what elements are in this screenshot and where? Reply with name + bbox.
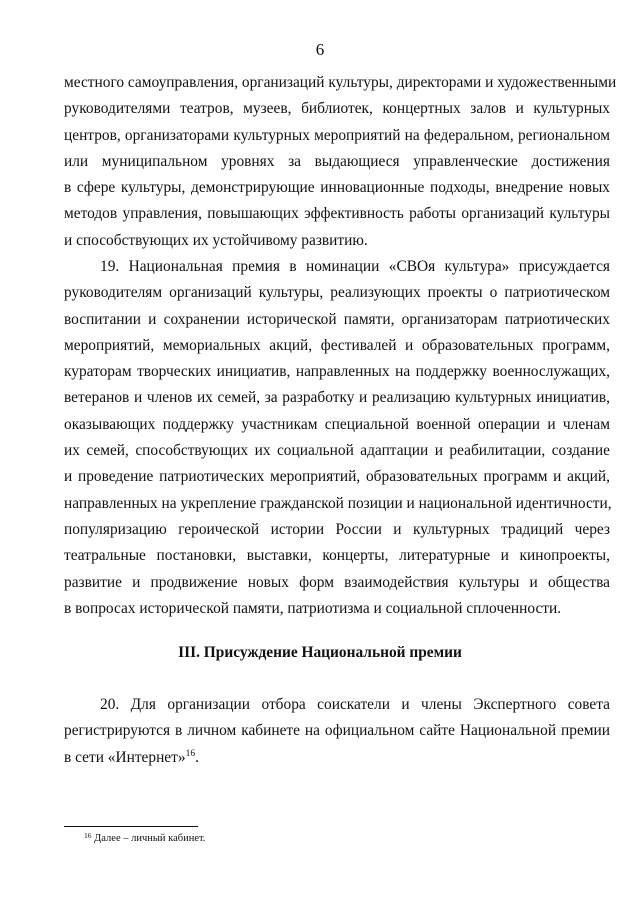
text-line: их семей, способствующих их социальной адаптации и реабилитации, создание bbox=[64, 442, 610, 460]
text-line: и способствующих их устойчивому развитию. bbox=[64, 231, 368, 249]
text-line: ветеранов и членов их семей, за разработку и реализацию культурных инициатив, bbox=[64, 389, 610, 407]
text-line: мероприятий, мемориальных акций, фестивалей и образовательных программ, bbox=[64, 336, 610, 354]
footnote-separator bbox=[64, 826, 198, 827]
footnote-reference[interactable]: 16 bbox=[185, 748, 196, 759]
text-line: регистрируются в личном кабинете на официальном сайте Национальной премии bbox=[64, 722, 610, 740]
text-line: кураторам творческих инициатив, направленных на поддержку военнослужащих, bbox=[64, 363, 610, 381]
paragraph-19 bbox=[64, 254, 610, 622]
text-line-last bbox=[64, 745, 610, 771]
text-line: руководителям организаций культуры, реализующих проекты о патриотическом bbox=[64, 284, 610, 302]
text-line: или муниципальном уровнях за выдающиеся управленческие достижения bbox=[64, 152, 610, 170]
text-line: направленных на укрепление гражданской позиции и национальной идентичности, bbox=[64, 494, 612, 512]
text-line: в вопросах исторической памяти, патриотизма и социальной сплоченности. bbox=[64, 599, 562, 617]
text-line: театральные постановки, выставки, концерты, литературные и кинопроекты, bbox=[64, 547, 610, 565]
text-segment: . bbox=[195, 748, 199, 766]
text-line: руководителями театров, музеев, библиотек, концертных залов и культурных bbox=[64, 100, 610, 118]
text-line: центров, организаторами культурных мероприятий на федеральном, региональном bbox=[64, 126, 610, 144]
paragraph-continuation bbox=[64, 70, 617, 254]
text-segment: в сети «Интернет» bbox=[64, 748, 186, 766]
paragraph-20 bbox=[64, 692, 610, 771]
text-line: популяризацию героической истории России и культурных традиций через bbox=[64, 520, 610, 538]
footnote-text: Далее – личный кабинет. bbox=[91, 833, 206, 844]
text-line: и проведение патриотических мероприятий, образовательных программ и акций, bbox=[64, 468, 610, 486]
text-line: 20. Для организации отбора соискатели и члены Экспертного совета bbox=[100, 696, 610, 713]
text-line: оказывающих поддержку участникам специальной военной операции и членам bbox=[64, 415, 610, 433]
text-line: местного самоуправления, организаций культуры, директорами и художественными bbox=[64, 74, 617, 91]
text-line: 19. Национальная премия в номинации «СВОя культура» присуждается bbox=[100, 258, 610, 275]
footnote-mark: 16 bbox=[84, 831, 92, 840]
text-line: методов управления, повышающих эффективность работы организаций культуры bbox=[64, 205, 610, 223]
text-line: в сфере культуры, демонстрирующие инновационные подходы, внедрение новых bbox=[64, 179, 610, 197]
text-line: развитие и продвижение новых форм взаимодействия культуры и общества bbox=[64, 573, 610, 591]
page-number: 6 bbox=[315, 40, 325, 59]
footnote bbox=[84, 832, 205, 846]
text-line: воспитании и сохранении исторической памяти, организаторам патриотических bbox=[64, 310, 610, 328]
section-heading: III. Присуждение Национальной премии bbox=[178, 644, 462, 661]
